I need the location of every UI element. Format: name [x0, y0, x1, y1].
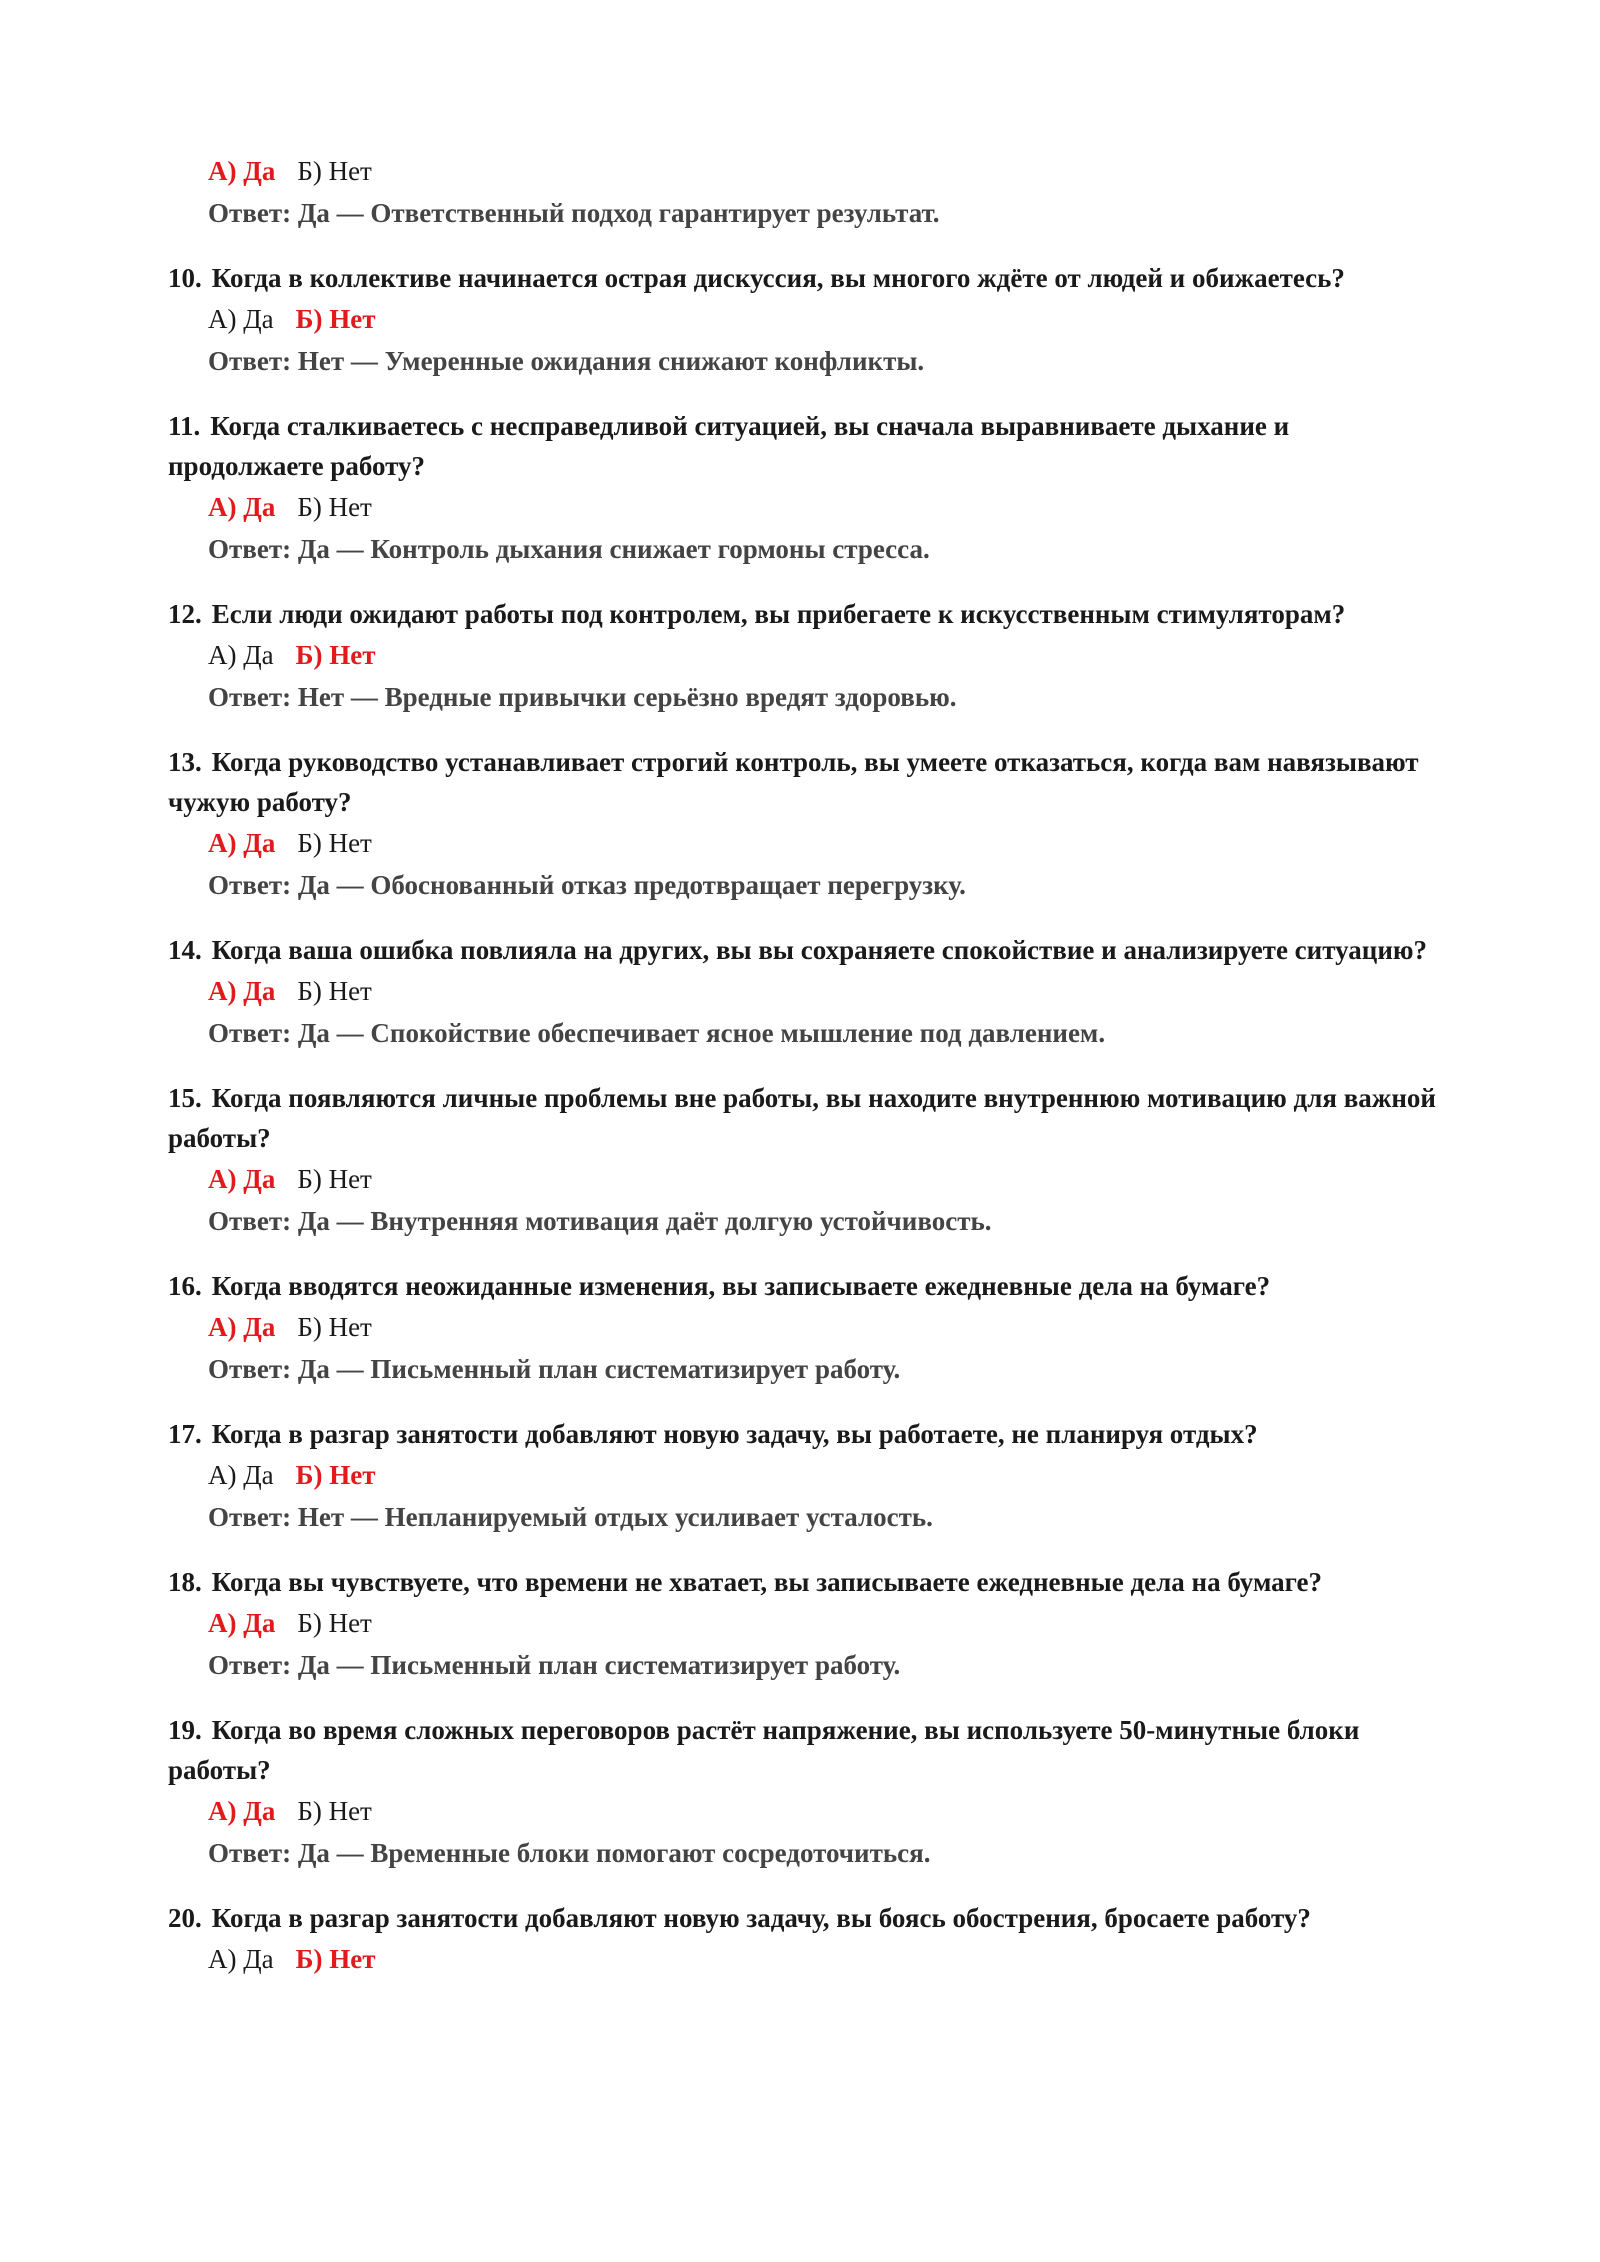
question-block: [168, 1562, 1438, 1686]
option-a-correct: А) Да: [208, 1608, 276, 1638]
question-number: 13.: [168, 747, 202, 777]
option-a: А) Да: [208, 304, 274, 334]
question-label: Когда ваша ошибка повлияла на других, вы вы сохраняете спокойствие и анализируете ситуацию?: [211, 935, 1428, 965]
question-text: [168, 1898, 1438, 1938]
option-b-correct: Б) Нет: [295, 1460, 376, 1490]
question-block: [168, 930, 1438, 1054]
option-a-correct: А) Да: [208, 828, 276, 858]
answer-explanation: Ответ: Да — Письменный план систематизирует работу.: [208, 1354, 901, 1384]
option-b: Б) Нет: [297, 1608, 372, 1638]
option-a-correct: А) Да: [208, 1164, 276, 1194]
option-b: Б) Нет: [297, 156, 372, 186]
question-text: [168, 1414, 1438, 1454]
answer-explanation: Ответ: Да — Ответственный подход гарантирует результат.: [208, 198, 940, 228]
question-block: [168, 150, 1438, 234]
question-text: [168, 742, 1438, 822]
question-block: [168, 1414, 1438, 1538]
question-text: [168, 1266, 1438, 1306]
question-number: 18.: [168, 1567, 202, 1597]
option-b: Б) Нет: [297, 1796, 372, 1826]
question-number: 17.: [168, 1419, 202, 1449]
question-label: Когда руководство устанавливает строгий контроль, вы умеете отказаться, когда вам навязывают чужую работу?: [168, 747, 1419, 817]
answer-options: [168, 1938, 1438, 1980]
answer-options: [168, 298, 1438, 340]
question-label: Когда вы чувствуете, что времени не хватает, вы записываете ежедневные дела на бумаге?: [211, 1567, 1323, 1597]
question-text: [168, 1710, 1438, 1790]
question-label: Когда во время сложных переговоров растёт напряжение, вы используете 50-минутные блоки работы?: [168, 1715, 1360, 1785]
answer-explanation: Ответ: Нет — Вредные привычки серьёзно вредят здоровью.: [208, 682, 957, 712]
option-b-correct: Б) Нет: [295, 304, 376, 334]
question-list: [168, 150, 1438, 2004]
answer-options: [168, 486, 1438, 528]
option-a-correct: А) Да: [208, 1796, 276, 1826]
question-number: 19.: [168, 1715, 202, 1745]
answer-explanation: Ответ: Нет — Непланируемый отдых усиливает усталость.: [208, 1502, 933, 1532]
option-b-correct: Б) Нет: [295, 1944, 376, 1974]
question-label: Когда появляются личные проблемы вне работы, вы находите внутреннюю мотивацию для важной работы?: [168, 1083, 1436, 1153]
answer-options: [168, 1602, 1438, 1644]
question-number: 14.: [168, 935, 202, 965]
answer-explanation: Ответ: Да — Спокойствие обеспечивает ясное мышление под давлением.: [208, 1018, 1106, 1048]
answer-options: [168, 822, 1438, 864]
answer-explanation: Ответ: Нет — Умеренные ожидания снижают конфликты.: [208, 346, 925, 376]
answer-options: [168, 150, 1438, 192]
question-block: [168, 258, 1438, 382]
option-a: А) Да: [208, 640, 274, 670]
option-b-correct: Б) Нет: [295, 640, 376, 670]
option-b: Б) Нет: [297, 1312, 372, 1342]
question-text: [168, 1078, 1438, 1158]
question-label: Когда вводятся неожиданные изменения, вы записываете ежедневные дела на бумаге?: [211, 1271, 1271, 1301]
answer-explanation: Ответ: Да — Внутренняя мотивация даёт долгую устойчивость.: [208, 1206, 992, 1236]
question-block: [168, 1266, 1438, 1390]
question-block: [168, 594, 1438, 718]
question-block: [168, 742, 1438, 906]
option-b: Б) Нет: [297, 828, 372, 858]
option-a: А) Да: [208, 1460, 274, 1490]
answer-explanation: Ответ: Да — Контроль дыхания снижает гормоны стресса.: [208, 534, 930, 564]
question-text: [168, 930, 1438, 970]
answer-explanation: Ответ: Да — Обоснованный отказ предотвращает перегрузку.: [208, 870, 966, 900]
question-text: [168, 258, 1438, 298]
question-block: [168, 1710, 1438, 1874]
question-block: [168, 1898, 1438, 1980]
option-b: Б) Нет: [297, 1164, 372, 1194]
question-text: [168, 594, 1438, 634]
question-block: [168, 406, 1438, 570]
question-number: 15.: [168, 1083, 202, 1113]
option-a-correct: А) Да: [208, 1312, 276, 1342]
answer-options: [168, 970, 1438, 1012]
answer-explanation: Ответ: Да — Письменный план систематизирует работу.: [208, 1650, 901, 1680]
question-number: 10.: [168, 263, 202, 293]
answer-options: [168, 1306, 1438, 1348]
question-number: 11.: [168, 411, 201, 441]
option-a-correct: А) Да: [208, 976, 276, 1006]
question-block: [168, 1078, 1438, 1242]
answer-options: [168, 1158, 1438, 1200]
question-text: [168, 406, 1438, 486]
answer-explanation: Ответ: Да — Временные блоки помогают сосредоточиться.: [208, 1838, 931, 1868]
question-number: 12.: [168, 599, 202, 629]
option-a-correct: А) Да: [208, 156, 276, 186]
answer-options: [168, 1790, 1438, 1832]
option-b: Б) Нет: [297, 976, 372, 1006]
option-a: А) Да: [208, 1944, 274, 1974]
question-label: Когда в коллективе начинается острая дискуссия, вы многого ждёте от людей и обижаетесь?: [211, 263, 1345, 293]
answer-options: [168, 1454, 1438, 1496]
question-label: Когда в разгар занятости добавляют новую задачу, вы боясь обострения, бросаете работу?: [211, 1903, 1311, 1933]
question-label: Если люди ожидают работы под контролем, вы прибегаете к искусственным стимуляторам?: [211, 599, 1346, 629]
question-label: Когда в разгар занятости добавляют новую задачу, вы работаете, не планируя отдых?: [211, 1419, 1258, 1449]
option-b: Б) Нет: [297, 492, 372, 522]
question-number: 16.: [168, 1271, 202, 1301]
question-label: Когда сталкиваетесь с несправедливой ситуацией, вы сначала выравниваете дыхание и продолжаете работу?: [168, 411, 1290, 481]
question-number: 20.: [168, 1903, 202, 1933]
option-a-correct: А) Да: [208, 492, 276, 522]
answer-options: [168, 634, 1438, 676]
question-text: [168, 1562, 1438, 1602]
